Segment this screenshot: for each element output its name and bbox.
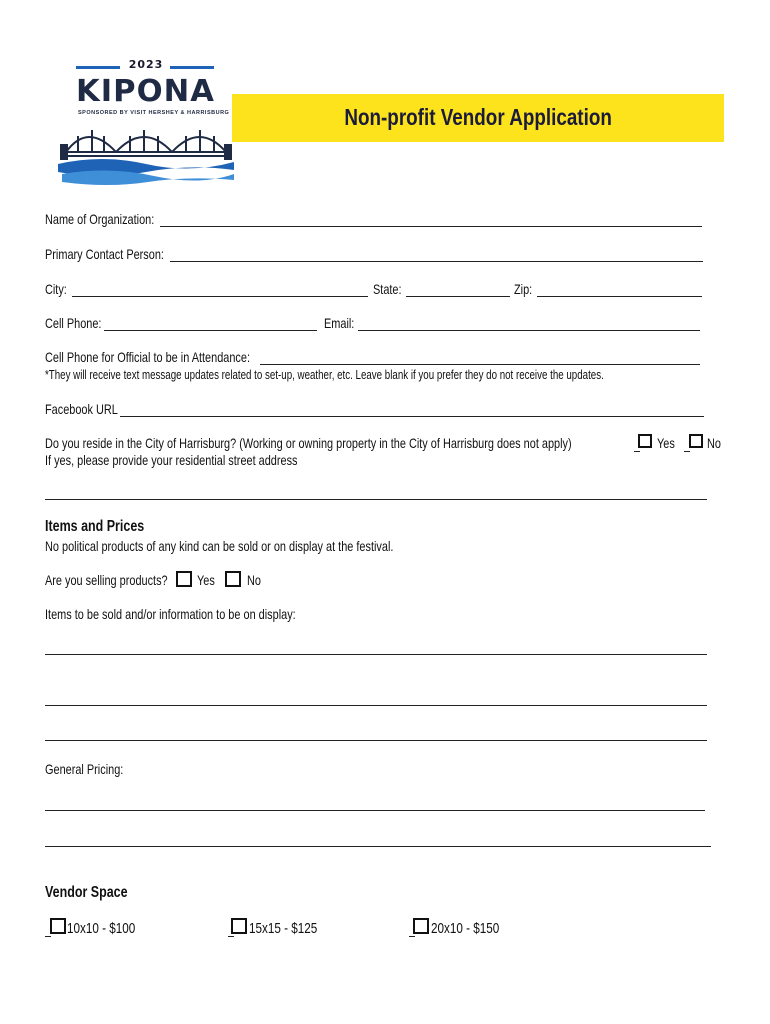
state-label: State: (373, 281, 402, 297)
space-20x10-label: 20x10 - $150 (431, 920, 500, 937)
residency-yes-label: Yes (657, 435, 675, 451)
space-10x10-label: 10x10 - $100 (67, 920, 136, 937)
cell-phone-label: Cell Phone: (45, 315, 102, 331)
items-line-1[interactable] (45, 654, 707, 655)
items-line-3[interactable] (45, 740, 707, 741)
bridge-river-graphic (58, 116, 234, 186)
items-line-2[interactable] (45, 705, 707, 706)
residency-no-checkbox[interactable] (689, 434, 703, 448)
zip-label: Zip: (514, 281, 533, 297)
facebook-label: Facebook URL (45, 401, 118, 417)
items-label: Items to be sold and/or information to be on display: (45, 606, 296, 622)
residency-yes-underline (634, 451, 640, 452)
space-20x10-underline (409, 936, 415, 937)
selling-question: Are you selling products? (45, 572, 168, 588)
cell-phone-field[interactable] (104, 330, 317, 331)
logo-rule-right (170, 66, 214, 69)
city-label: City: (45, 281, 67, 297)
space-15x15-underline (228, 936, 234, 937)
page-title: Non-profit Vendor Application (344, 104, 612, 130)
residency-no-label: No (707, 435, 721, 451)
contact-field[interactable] (170, 261, 703, 262)
space-10x10-checkbox[interactable] (50, 918, 66, 934)
items-heading: Items and Prices (45, 518, 145, 535)
pricing-line-1[interactable] (45, 810, 705, 811)
space-10x10-underline (45, 936, 51, 937)
residential-address-field[interactable] (45, 499, 707, 500)
selling-no-label: No (247, 572, 261, 588)
organization-label: Name of Organization: (45, 211, 155, 227)
title-banner (232, 94, 724, 142)
items-note: No political products of any kind can be sold or on display at the festival. (45, 538, 394, 554)
facebook-field[interactable] (120, 416, 704, 417)
official-cell-field[interactable] (260, 364, 700, 365)
space-15x15-label: 15x15 - $125 (249, 920, 318, 937)
zip-field[interactable] (537, 296, 702, 297)
selling-yes-checkbox[interactable] (176, 571, 192, 587)
space-20x10-checkbox[interactable] (413, 918, 429, 934)
official-cell-note: *They will receive text message updates related to set-up, weather, etc. Leave blank if you prefer they do not receive the updates. (45, 368, 604, 382)
vendor-space-heading: Vendor Space (45, 884, 128, 901)
residency-followup: If yes, please provide your residential street address (45, 452, 298, 468)
organization-field[interactable] (160, 226, 702, 227)
pricing-line-2[interactable] (45, 846, 711, 847)
email-field[interactable] (358, 330, 700, 331)
residency-yes-checkbox[interactable] (638, 434, 652, 448)
logo-year: 2023 (128, 58, 164, 71)
pricing-label: General Pricing: (45, 761, 124, 777)
email-label: Email: (324, 315, 355, 331)
official-cell-label: Cell Phone for Official to be in Attendance: (45, 349, 250, 365)
selling-yes-label: Yes (197, 572, 215, 588)
logo-tagline: SPONSORED BY VISIT HERSHEY & HARRISBURG (78, 110, 230, 116)
city-field[interactable] (72, 296, 368, 297)
residency-question: Do you reside in the City of Harrisburg? (Working or owning property in the City of Harrisburg does not apply) (45, 435, 572, 451)
contact-label: Primary Contact Person: (45, 246, 164, 262)
selling-no-checkbox[interactable] (225, 571, 241, 587)
state-field[interactable] (406, 296, 510, 297)
kipona-logo (58, 56, 234, 186)
logo-name: KIPONA (76, 74, 215, 109)
space-15x15-checkbox[interactable] (231, 918, 247, 934)
residency-no-underline (684, 451, 690, 452)
